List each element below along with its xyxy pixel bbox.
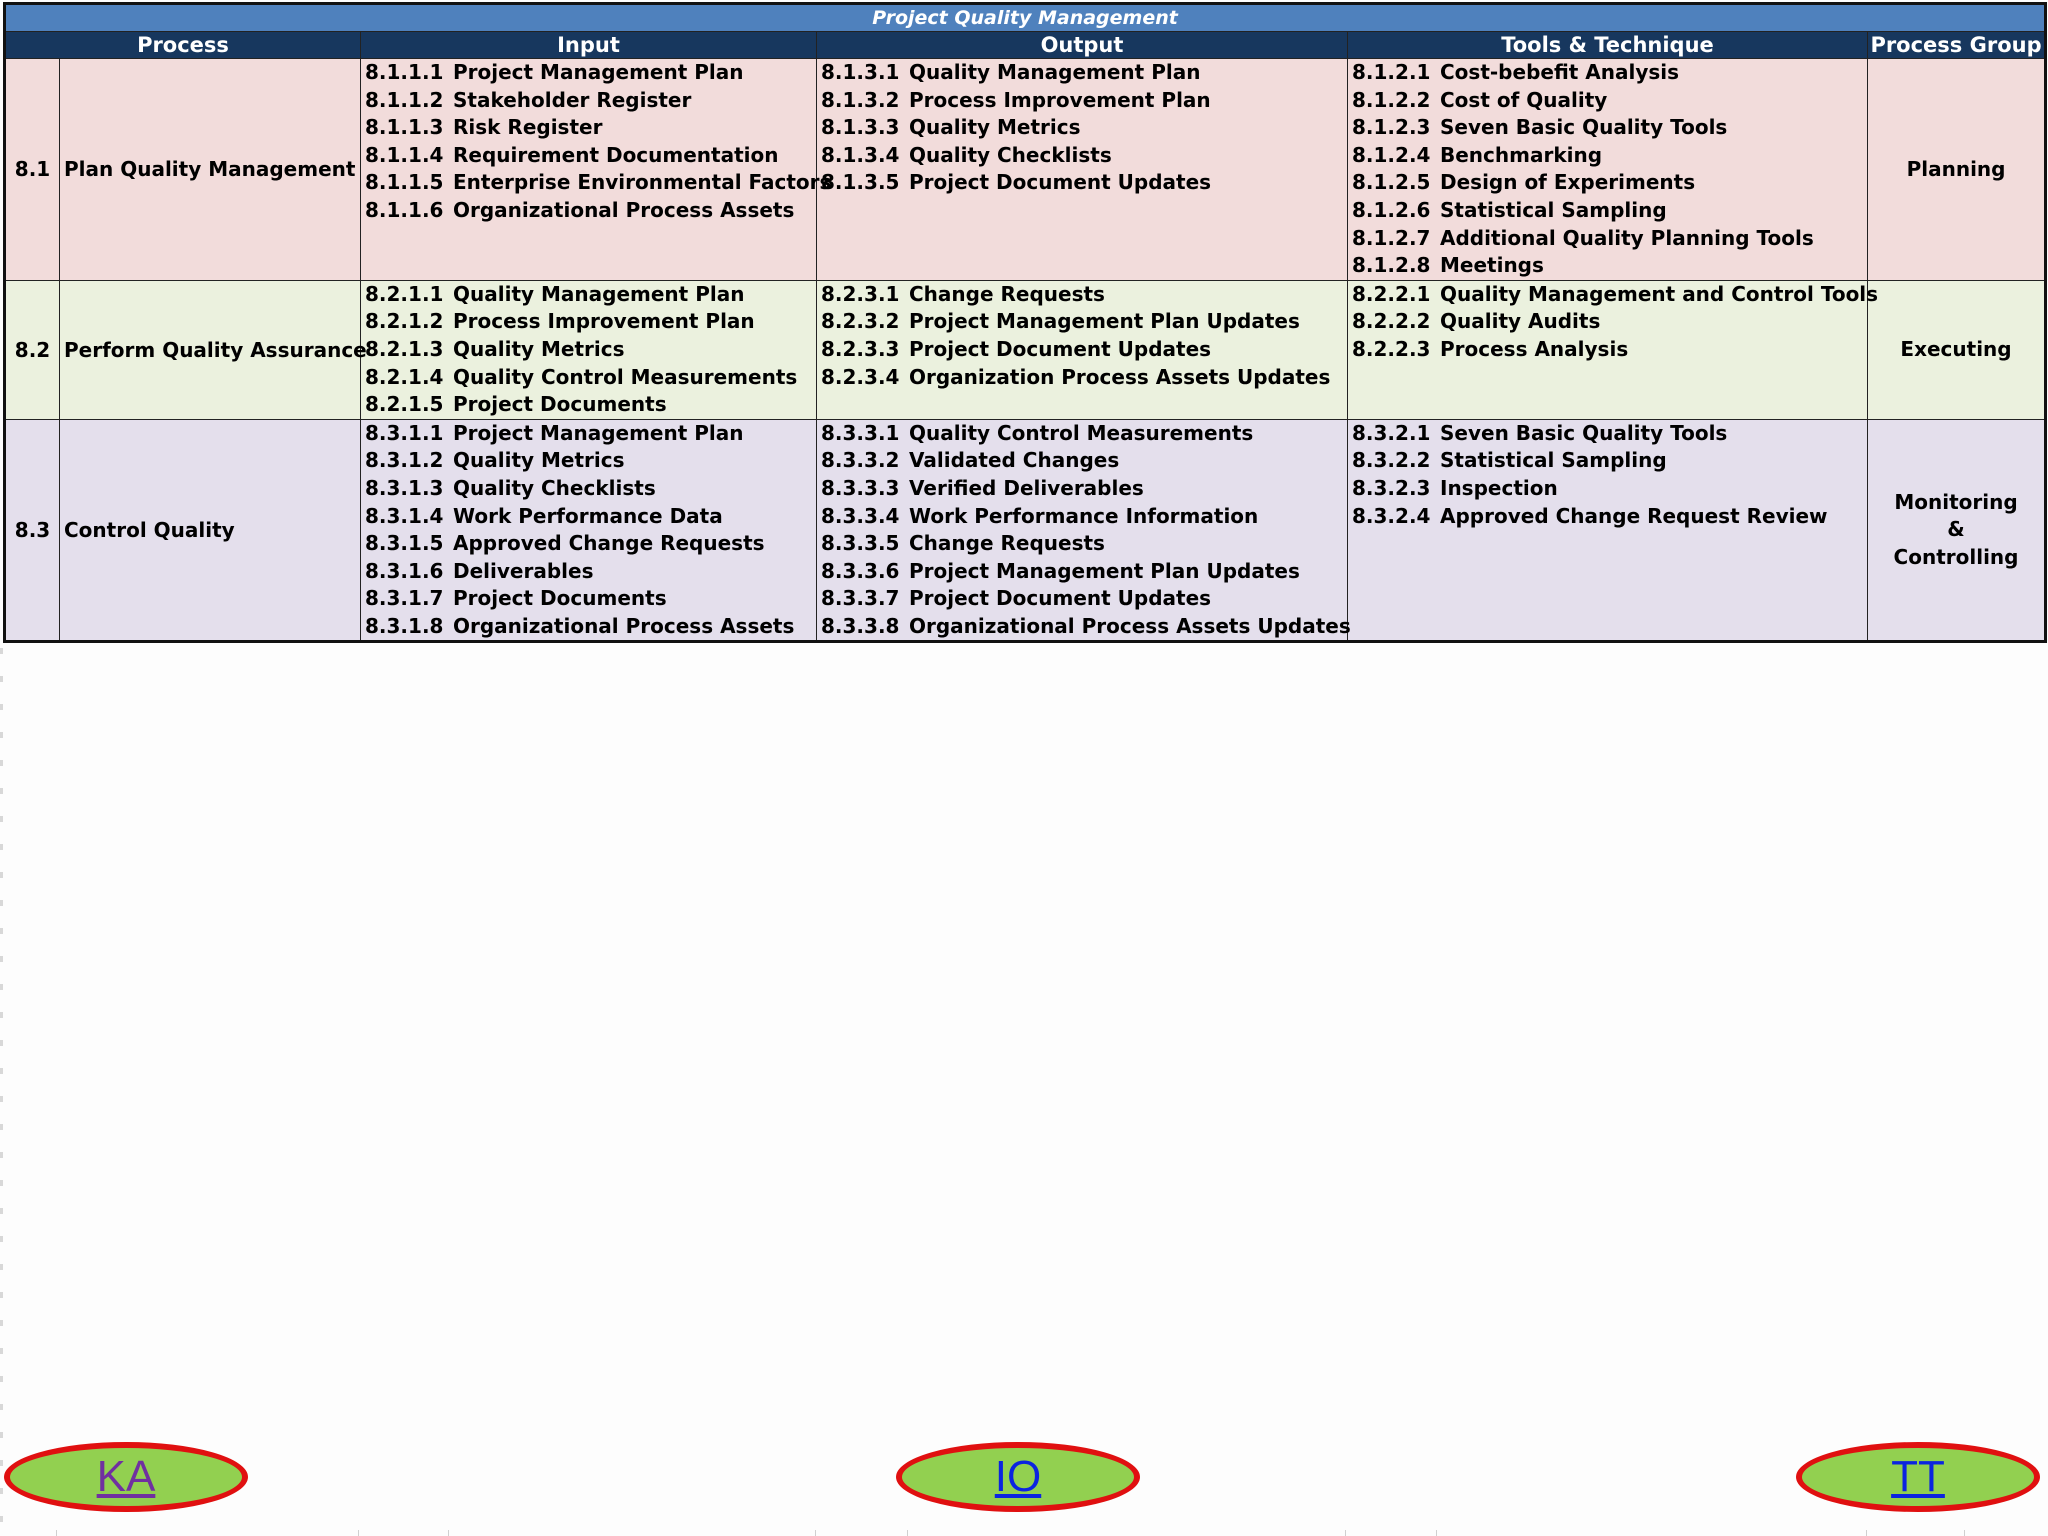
output-item-label: Change Requests [909, 531, 1105, 556]
input-item-label: Approved Change Requests [453, 531, 765, 556]
tool-item-code: 8.1.2.2 [1352, 87, 1431, 112]
input-item [365, 336, 816, 364]
output-item-code: 8.2.3.1 [821, 281, 900, 306]
output-item-code: 8.3.3.2 [821, 448, 900, 473]
output-item-label: Organizational Process Assets Updates [909, 613, 1351, 638]
output-item-code: 8.1.3.3 [821, 115, 900, 140]
process-name: Plan Quality Management [60, 59, 361, 281]
process-group-line: Executing [1900, 336, 2012, 361]
process-number: 8.2 [5, 280, 60, 419]
tool-item-code: 8.1.2.1 [1352, 60, 1431, 84]
input-item-label: Enterprise Environmental Factors [453, 170, 832, 195]
process-number: 8.1 [5, 59, 60, 281]
output-item [821, 558, 1347, 586]
table-row [5, 280, 2046, 419]
tool-item-label: Statistical Sampling [1440, 197, 1667, 222]
tool-item-label: Inspection [1440, 475, 1558, 500]
tool-item-label: Meetings [1440, 253, 1544, 278]
table-row [5, 59, 2046, 281]
output-item-code: 8.3.3.6 [821, 558, 900, 583]
output-item-label: Organization Process Assets Updates [909, 364, 1331, 389]
input-item [365, 585, 816, 613]
output-item-code: 8.2.3.3 [821, 336, 900, 361]
input-item-label: Deliverables [453, 558, 594, 583]
output-item [821, 87, 1347, 115]
output-item-code: 8.3.3.5 [821, 531, 900, 556]
output-item-label: Project Management Plan Updates [909, 309, 1300, 334]
output-item-label: Project Document Updates [909, 170, 1212, 195]
tool-item-label: Cost-bebefit Analysis [1440, 60, 1680, 84]
io-nav-button[interactable] [896, 1442, 1140, 1512]
inputs-cell [361, 280, 817, 419]
header-output: Output [817, 32, 1348, 59]
tool-item-label: Seven Basic Quality Tools [1440, 115, 1728, 140]
tool-item [1352, 281, 1879, 309]
process-name: Control Quality [60, 419, 361, 642]
input-item-code: 8.3.1.7 [365, 586, 444, 611]
output-list [817, 281, 1347, 391]
input-item [365, 142, 816, 170]
input-item-code: 8.3.1.1 [365, 420, 444, 445]
output-item-code: 8.1.3.4 [821, 142, 900, 167]
outputs-cell [817, 280, 1348, 419]
output-item [821, 447, 1347, 475]
input-item-label: Organizational Process Assets [453, 613, 795, 638]
tool-item-code: 8.1.2.6 [1352, 197, 1431, 222]
input-item-label: Organizational Process Assets [453, 197, 795, 222]
process-group [1868, 59, 2046, 281]
input-item-code: 8.3.1.3 [365, 475, 444, 500]
input-list [361, 281, 816, 419]
tool-item [1352, 420, 1867, 448]
header-process: Process [5, 32, 361, 59]
sheet-gridlines [0, 648, 3, 1536]
output-item [821, 475, 1347, 503]
input-item-code: 8.1.1.3 [365, 115, 444, 140]
tool-item-label: Benchmarking [1440, 142, 1603, 167]
tool-item-code: 8.2.2.1 [1352, 281, 1431, 306]
output-item-label: Verified Deliverables [909, 475, 1144, 500]
input-item-label: Quality Metrics [453, 448, 625, 473]
table-row [5, 419, 2046, 642]
process-group-line: & [1947, 517, 1965, 542]
input-item-code: 8.1.1.5 [365, 170, 444, 195]
input-item [365, 197, 816, 225]
tool-item-label: Seven Basic Quality Tools [1440, 420, 1728, 445]
tool-item [1352, 475, 1867, 503]
output-item [821, 364, 1347, 392]
input-item [365, 503, 816, 531]
input-item-label: Requirement Documentation [453, 142, 779, 167]
input-item [365, 447, 816, 475]
inputs-cell [361, 419, 817, 642]
tools-cell [1348, 280, 1879, 419]
input-list [361, 420, 816, 641]
tool-item-code: 8.1.2.4 [1352, 142, 1431, 167]
tt-nav-label: TT [1891, 1452, 1945, 1501]
tool-item-label: Quality Audits [1440, 309, 1601, 334]
output-item [821, 420, 1347, 448]
process-group [1868, 419, 2046, 642]
output-item [821, 169, 1347, 197]
process-group-line: Controlling [1893, 544, 2019, 569]
input-item-code: 8.1.1.6 [365, 197, 444, 222]
input-list [361, 59, 832, 225]
tool-item [1352, 142, 1867, 170]
tool-item [1352, 503, 1867, 531]
tool-item-label: Cost of Quality [1440, 87, 1608, 112]
tool-item-code: 8.1.2.7 [1352, 225, 1431, 250]
output-list [817, 59, 1347, 197]
header-tools: Tools & Technique [1348, 32, 1868, 59]
input-item [365, 613, 816, 641]
output-item-label: Project Management Plan Updates [909, 558, 1300, 583]
output-item-code: 8.3.3.1 [821, 420, 900, 445]
input-item-label: Project Management Plan [453, 420, 744, 445]
input-item-code: 8.2.1.1 [365, 281, 444, 306]
output-item-code: 8.1.3.5 [821, 170, 900, 195]
tool-list [1348, 420, 1867, 530]
tool-item-label: Approved Change Request Review [1440, 503, 1828, 528]
tool-item [1352, 169, 1867, 197]
input-item-label: Work Performance Data [453, 503, 723, 528]
tools-cell [1348, 419, 1868, 642]
process-name: Perform Quality Assurance [60, 280, 361, 419]
tool-list [1348, 59, 1867, 280]
table-body [5, 59, 2046, 642]
input-item-code: 8.1.1.4 [365, 142, 444, 167]
output-item-code: 8.1.3.1 [821, 60, 900, 84]
tool-item [1352, 308, 1867, 336]
output-item-label: Validated Changes [909, 448, 1120, 473]
output-item [821, 114, 1347, 142]
input-item-code: 8.1.1.2 [365, 87, 444, 112]
outputs-cell [817, 59, 1348, 281]
output-item-label: Project Document Updates [909, 336, 1212, 361]
input-item-label: Process Improvement Plan [453, 309, 755, 334]
output-item [821, 308, 1347, 336]
output-item [821, 613, 1351, 641]
sheet-column-ticks [0, 1530, 2048, 1536]
table-title: Project Quality Management [5, 4, 2046, 32]
input-item-code: 8.1.1.1 [365, 60, 444, 84]
output-list [817, 420, 1351, 641]
input-item-label: Quality Control Measurements [453, 364, 798, 389]
ka-nav-label: KA [96, 1452, 156, 1501]
process-number: 8.3 [5, 419, 60, 642]
input-item-label: Project Documents [453, 586, 667, 611]
output-item-code: 8.1.3.2 [821, 87, 900, 112]
input-item [365, 59, 816, 87]
input-item [365, 558, 816, 586]
output-item [821, 142, 1347, 170]
tool-item-label: Design of Experiments [1440, 170, 1696, 195]
output-item-label: Quality Checklists [909, 142, 1112, 167]
tool-item [1352, 59, 1867, 87]
output-item-code: 8.3.3.8 [821, 613, 900, 638]
tool-item-code: 8.3.2.4 [1352, 503, 1431, 528]
tt-nav-button[interactable] [1796, 1442, 2040, 1512]
output-item [821, 503, 1347, 531]
input-item [365, 87, 816, 115]
input-item [365, 420, 816, 448]
process-group [1868, 280, 2046, 419]
io-nav-label: IO [994, 1452, 1042, 1501]
output-item-code: 8.3.3.4 [821, 503, 900, 528]
input-item-code: 8.3.1.5 [365, 531, 444, 556]
output-item [821, 281, 1347, 309]
tool-item-code: 8.2.2.2 [1352, 309, 1431, 334]
output-item-label: Change Requests [909, 281, 1105, 306]
input-item-label: Risk Register [453, 115, 603, 140]
output-item-label: Project Document Updates [909, 586, 1212, 611]
process-group-line: Monitoring [1894, 489, 2018, 514]
output-item-code: 8.3.3.3 [821, 475, 900, 500]
output-item-label: Process Improvement Plan [909, 87, 1211, 112]
header-input: Input [361, 32, 817, 59]
header-process-group: Process Group [1868, 32, 2046, 59]
tool-item-code: 8.3.2.1 [1352, 420, 1431, 445]
tool-item [1352, 114, 1867, 142]
tool-list [1348, 281, 1879, 364]
input-item-code: 8.3.1.4 [365, 503, 444, 528]
input-item-code: 8.3.1.6 [365, 558, 444, 583]
input-item [365, 308, 816, 336]
input-item [365, 391, 816, 419]
input-item [365, 530, 816, 558]
tool-item [1352, 225, 1867, 253]
tool-item-label: Process Analysis [1440, 336, 1629, 361]
output-item [821, 336, 1347, 364]
tool-item-code: 8.1.2.8 [1352, 253, 1431, 278]
output-item-label: Quality Metrics [909, 115, 1081, 140]
output-item-label: Quality Management Plan [909, 60, 1201, 84]
tool-item-label: Additional Quality Planning Tools [1440, 225, 1814, 250]
output-item-code: 8.2.3.4 [821, 364, 900, 389]
input-item [365, 169, 832, 197]
tool-item [1352, 87, 1867, 115]
input-item [365, 281, 816, 309]
input-item-label: Project Documents [453, 392, 667, 417]
input-item [365, 475, 816, 503]
outputs-cell [817, 419, 1351, 642]
output-item [821, 530, 1347, 558]
output-item-code: 8.3.3.7 [821, 586, 900, 611]
tool-item [1352, 447, 1867, 475]
inputs-cell [361, 59, 832, 281]
input-item-code: 8.2.1.5 [365, 392, 444, 417]
tool-item [1352, 197, 1867, 225]
output-item [821, 585, 1347, 613]
output-item-label: Quality Control Measurements [909, 420, 1254, 445]
quality-management-table [3, 2, 2047, 643]
tool-item [1352, 252, 1867, 280]
input-item-code: 8.3.1.2 [365, 448, 444, 473]
ka-nav-button[interactable] [4, 1442, 248, 1512]
input-item-label: Stakeholder Register [453, 87, 692, 112]
tools-cell [1348, 59, 1868, 281]
input-item-label: Quality Metrics [453, 336, 625, 361]
tool-item-code: 8.1.2.3 [1352, 115, 1431, 140]
tool-item-code: 8.3.2.2 [1352, 448, 1431, 473]
input-item [365, 114, 816, 142]
output-item [821, 59, 1347, 87]
input-item-label: Project Management Plan [453, 60, 744, 84]
input-item-code: 8.3.1.8 [365, 613, 444, 638]
tool-item-label: Statistical Sampling [1440, 448, 1667, 473]
tool-item-label: Quality Management and Control Tools [1440, 281, 1879, 306]
input-item-code: 8.2.1.4 [365, 364, 444, 389]
tool-item-code: 8.1.2.5 [1352, 170, 1431, 195]
input-item-code: 8.2.1.2 [365, 309, 444, 334]
output-item-label: Work Performance Information [909, 503, 1259, 528]
tool-item-code: 8.3.2.3 [1352, 475, 1431, 500]
input-item [365, 364, 816, 392]
input-item-label: Quality Checklists [453, 475, 656, 500]
output-item-code: 8.2.3.2 [821, 309, 900, 334]
process-group-line: Planning [1906, 156, 2006, 181]
tool-item-code: 8.2.2.3 [1352, 336, 1431, 361]
input-item-label: Quality Management Plan [453, 281, 745, 306]
input-item-code: 8.2.1.3 [365, 336, 444, 361]
tool-item [1352, 336, 1867, 364]
